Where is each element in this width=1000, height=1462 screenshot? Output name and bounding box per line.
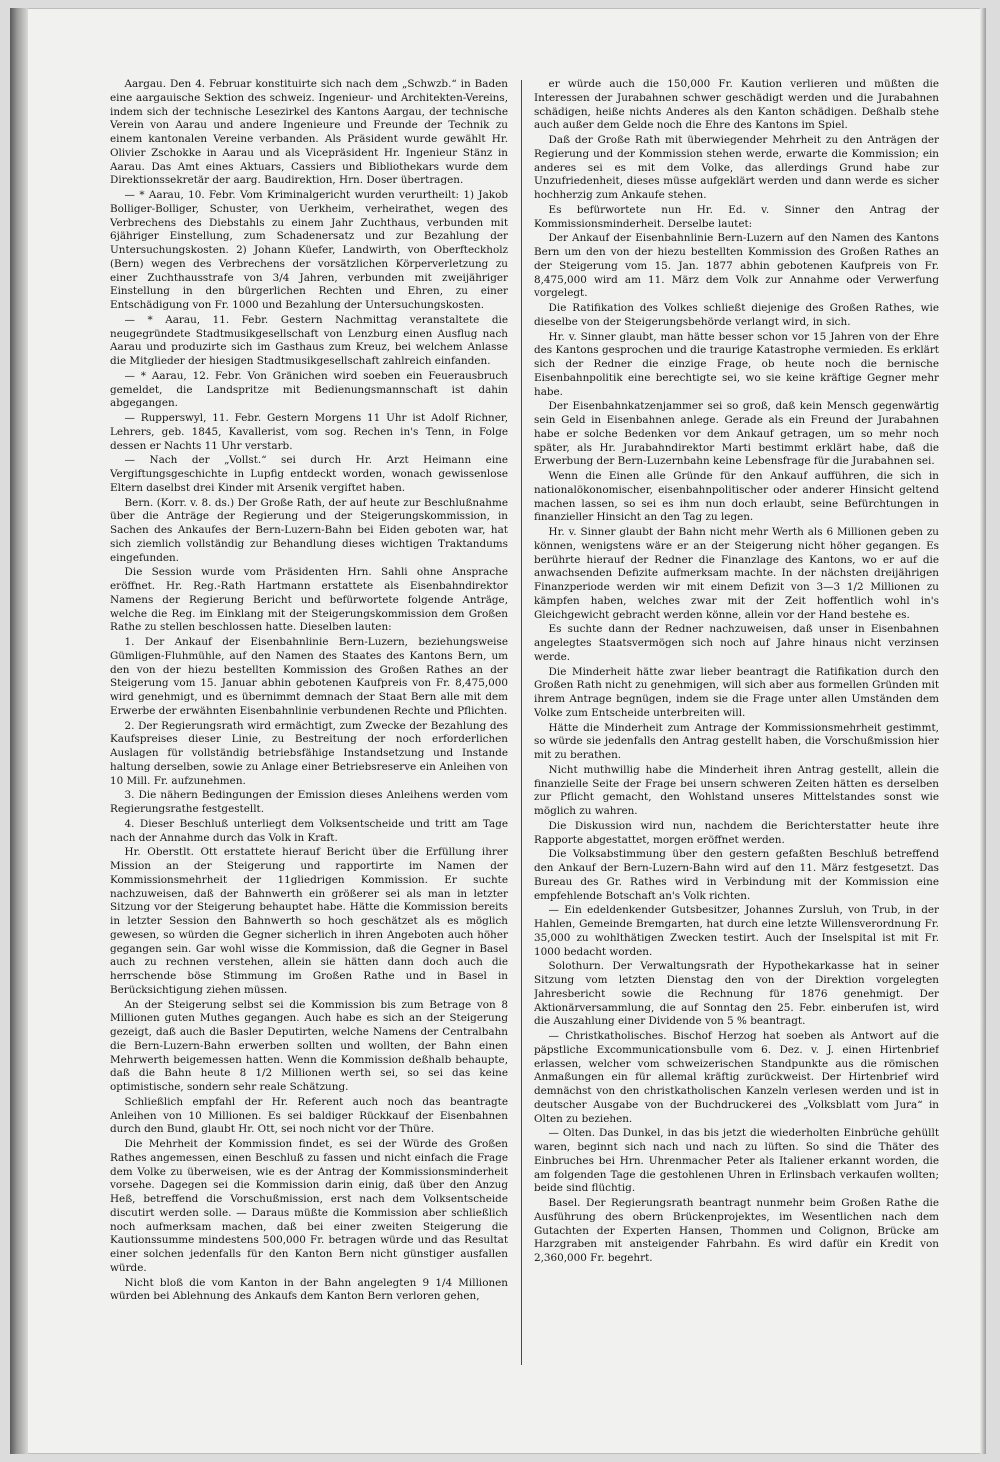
article-zursluh: — Ein edeldenkender Gutsbesitzer, Johannes Zursluh, von Trub, in der Hahlen, Gemeinde Bremgarten, hat durch eine letzte Willensverordnung Fr. 35,000 zu wohlthätigen Zwecken testirt. Auch der Inselspital ist mit Fr. 1000 bedacht worden. — [534, 904, 939, 958]
article-bern-grosser-rath: Bern. (Korr. v. 8. ds.) Der Große Rath, der auf heute zur Beschlußnahme über die Anträge der Regierung und der Steigerungskommission, in Sachen des Ankaufes der Bern-Luzern-Bahn bei Eiden geboten war, hat sich ziemlich vollständig zur Behandlung dieses wichtigen Traktandums eingefunden. — [110, 496, 508, 564]
article-aarau-feuer: — * Aarau, 12. Febr. Von Gränichen wird soeben ein Feuerausbruch gemeldet, die Landspritze mit Bedienungsmannschaft ist dahin abgegangen. — [110, 369, 508, 410]
newspaper-page — [10, 8, 986, 1454]
motion-point-2: 2. Der Regierungsrath wird ermächtigt, zum Zwecke der Bezahlung des Kaufspreises dieser Linie, zu Bestreitung der noch erforderlichen Auslagen für vollständig betriebsfähige Instandsetzung und Instande haltung derselben, sowie zu Anlage einer Betriebsreserve ein Anleihen von 10 Mill. Fr. aufzunehmen. — [110, 719, 508, 787]
article-basel: Basel. Der Regierungsrath beantragt nunmehr beim Großen Rathe die Ausführung des obern Brückenprojektes, im Wesentlichen nach dem Gutachten der Experten Hansen, Thommen und Colignon, Brücke am Harzgraben mit ansteigender Fahrbahn. Es wird dafür ein Kredit von 2,360,000 Fr. begehrt. — [534, 1197, 939, 1264]
page-edge — [980, 8, 986, 1454]
column-divider — [521, 80, 522, 1365]
article-mehrheit: Die Mehrheit der Kommission findet, es sei der Würde des Großen Rathes angemessen, einen Beschluß zu fassen und nicht einfach die Frage dem Volke zu überweisen, wie es der Antrag der Kommissionsminderheit vorsehe. Dagegen sei die Kommission darin einig, daß über den Anzug Heß, betreffend die Vorschußmission, erst nach dem Volksentscheide discutirt werden solle. — Daraus müßte die Kommission aber schließlich noch aufmerksam machen, daß bei einer zweiten Steigerung die Kautionssumme mindestens 500,000 Fr. betragen würde und das Resultat einer solchen jedenfalls für den Kanton Bern nicht günstiger ausfallen würde. — [110, 1138, 508, 1274]
article-rupperswyl: — Rupperswyl, 11. Febr. Gestern Morgens 11 Uhr ist Adolf Richner, Lehrers, geb. 1845, Kavallerist, vom sog. Rechen in's Tenn, in Folge dessen er Nachts 11 Uhr verstarb. — [110, 412, 508, 452]
article-sinner-antrag: Es befürwortete nun Hr. Ed. v. Sinner den Antrag der Kommissionsminderheit. Derselbe lautet: — [534, 203, 939, 230]
right-column — [534, 78, 939, 1368]
article-diskussion: Die Diskussion wird nun, nachdem die Berichterstatter heute ihre Rapporte abgestattet, morgen eröffnet werden. — [534, 819, 939, 846]
motion-point-1: 1. Der Ankauf der Eisenbahnlinie Bern-Luzern, beziehungsweise Gümligen-Fluhmühle, auf den Namen des Staates des Kantons Bern, um den von der hiezu bestellten Kommission des Großen Rathes an der Steigerung vom 15. Januar abhin gebotenen Kaufpreis von Fr. 8,475,000 wird genehmigt, und es übernimmt demnach der Staat Bern alle mit dem Erwerbe der erwähnten Eisenbahnlinie verbundenen Rechte und Pflichten. — [110, 636, 508, 717]
article-anleihen: Schließlich empfahl der Hr. Referent auch noch das beantragte Anleihen von 10 Millionen. Es sei baldiger Rückkauf der Eisenbahnen durch den Bund, glaubt Hr. Ott, sei noch nicht vor der Thüre. — [110, 1095, 508, 1136]
motion-point-3: 3. Die nähern Bedingungen der Emission dieses Anleihens werden vom Regierungsrathe festgestellt. — [110, 789, 508, 815]
article-christkatholisches: — Christkatholisches. Bischof Herzog hat soeben als Antwort auf die päpstliche Excommunicationsbulle vom 6. Dez. v. J. einen Hirtenbrief erlassen, welcher vom schweizerischen Standpunkte aus die römischen Anmaßungen ein für allemal kräftig zurückweist. Der Hirtenbrief wird demnächst von den christkatholischen Kanzeln verlesen werden und ist in deutscher Ausgabe von der Buchdruckerei des „Volksblatt vom Jura“ in Olten zu beziehen. — [534, 1030, 939, 1125]
article-bern-session: Die Session wurde vom Präsidenten Hrn. Sahli ohne Ansprache eröffnet. Hr. Reg.-Rath Hartmann erstattete als Eisenbahndirektor Namens der Regierung Bericht und befürwortete folgende Anträge, welche die Reg. im Einklang mit der Steigerungskommission dem Großen Rathe zu stellen beschlossen hatte. Dieselben lauten: — [110, 566, 508, 634]
article-staatsvermoegen: Es suchte dann der Redner nachzuweisen, daß unser in Eisenbahnen angelegtes Staatsvermögen sich noch auf Jahre hinaus nicht verzinsen werde. — [534, 623, 939, 663]
article-solothurn: Solothurn. Der Verwaltungsrath der Hypothekarkasse hat in seiner Sitzung vom letzten Dienstag den von der Direktion vorgelegten Jahresbericht sowie die Rechnung für 1876 genehmigt. Der Aktionärversammlung, die auf Sonntag den 25. Febr. einberufen ist, wird die Auszahlung einer Dividende von 5 % beantragt. — [534, 960, 939, 1028]
article-minderheit: Die Minderheit hätte zwar lieber beantragt die Ratifikation durch den Großen Rath nicht zu genehmigen, will sich aber aus formellen Gründen mit ihrem Antrage begnügen, indem sie die Frage unter allen Umständen dem Volke zum Entscheide unterbreiten will. — [534, 665, 939, 719]
article-sinner-ehre: Hr. v. Sinner glaubt, man hätte besser schon vor 15 Jahren von der Ehre des Kantons gesprochen und die traurige Katastrophe vermieden. Es erklärt sich der Redner die einzige Frage, ob heute noch die bernische Eisenbahnpolitik eine berechtigte sei, wo sie keine kräftige Gegner mehr habe. — [534, 330, 939, 398]
article-finanzlage: Hr. v. Sinner glaubt der Bahn nicht mehr Werth als 6 Millionen geben zu können, wenigstens wäre er an der Steigerung nicht höher gegangen. Es berührte hierauf der Redner die Finanzlage des Kantons, wo er auf die anwachsenden Defizite aufmerksam machte. In der nächsten dreijährigen Finanzperiode werden wir mit einem Defizit von 3—3 1/2 Millionen zu kämpfen haben, welches zwar mit der Zeit hoffentlich wohl in's Gleichgewicht gebracht werden könne, allein vor der Hand bestehe es. — [534, 526, 939, 621]
article-lupfig: — Nach der „Vollst.“ sei durch Hr. Arzt Heimann eine Vergiftungsgeschichte in Lupfig entdeckt worden, wonach gewissenlose Eltern daselbst drei Kinder mit Arsenik vergiftet haben. — [110, 454, 508, 494]
article-steigerung: An der Steigerung selbst sei die Kommission bis zum Betrage von 8 Millionen guten Muthes gegangen. Auch habe es sich an der Steigerung gezeigt, daß auch die Basler Deputirten, welche Namens der Centralbahn die Bern-Luzern-Bahn erwerben sollten und wollten, der Bahn einen Mehrwerth beigemessen hatten. Wenn die Kommission deßhalb behaupte, daß die Bahn heute 8 1/2 Millionen werth sei, so sei das keine optimistische, sondern sehr reale Schätzung. — [110, 998, 508, 1093]
article-mittelstand: Nicht muthwillig habe die Minderheit ihren Antrag gestellt, allein die finanzielle Seite der Frage bei unsern schweren Zeiten hätten es derselben zur Pflicht gemacht, den Wohlstand unseres Mittelstandes sonst wie möglich zu wahren. — [534, 763, 939, 817]
article-volk: Daß der Große Rath mit überwiegender Mehrheit zu den Anträgen der Regierung und der Kommission stehen werde, erwarte die Kommission; ein anderes sei es mit dem Volke, das allerdings Grund habe zur Unzufriedenheit, dieses müsse aufgeklärt werden und dann werde es sicher hochherzig zum Ankaufe stehen. — [534, 134, 939, 201]
article-ott-bericht: Hr. Oberstlt. Ott erstattete hierauf Bericht über die Erfüllung ihrer Mission an der Steigerung und rapportirte im Namen der Kommissionsmehrheit der 11gliedrigen Kommission. Er suchte nachzuweisen, daß der Bahnwerth ein größerer sei als man in letzter Sitzung vor der Steigerung behauptet habe. Hätte die Kommission bereits in letzter Session den Bahnwerth so hoch geschätzet als es möglich gewesen, so würden die Gegner sicherlich in ihren Angeboten auch höher gegangen sein. Gar wohl wisse die Kommission, daß die Gegner in Basel auch zu rechnen verstehen, allein sie hätten dann doch auch die herrschende böse Stimmung im Großen Rathe und in Basel in Berücksichtigung ziehen müssen. — [110, 846, 508, 996]
page-binding-edge — [10, 8, 28, 1454]
article-kaution: er würde auch die 150,000 Fr. Kaution verlieren und müßten die Interessen der Jurabahnen schwer geschädigt werden und die Jurabahnen schädigen, heiße nichts Anderes als den Kanton schädigen. Deßhalb stehe auch außer dem Gelde noch die Ehre des Kantons im Spiel. — [534, 78, 939, 132]
article-katzenjammer: Der Eisenbahnkatzenjammer sei so groß, daß kein Mensch gegenwärtig sein Geld in Eisenbahnen anlege. Gerade als ein Freund der Jurabahnen habe er solche Bedenken vor dem Ankauf getragen, um so mehr noch später, als Hr. Jurabahndirektor Marti bestimmt erklärt habe, daß die Erwerbung der Bern-Luzernbahn keine Lebensfrage für die Jurabahnen sei. — [534, 400, 939, 468]
motion-point-4: 4. Dieser Beschluß unterliegt dem Volksentscheide und tritt am Tage nach der Annahme durch das Volk in Kraft. — [110, 817, 508, 844]
article-volksabstimmung: Die Volksabstimmung über den gestern gefaßten Beschluß betreffend den Ankauf der Bern-Luzern-Bahn wird auf den 11. März festgesetzt. Das Bureau des Gr. Rathes wird in Verbindung mit der Kommission eine empfehlende Botschaft an's Volk richten. — [534, 848, 939, 902]
minority-motion: Der Ankauf der Eisenbahnlinie Bern-Luzern auf den Namen des Kantons Bern um den von der hiezu bestellten Kommission des Großen Rathes an der Steigerung vom 15. Jan. 1877 abhin gebotenen Kaufpreis von Fr. 8,475,000 wird am 11. März dem Volk zur Annahme oder Verwerfung vorgelegt. — [534, 232, 939, 300]
article-ablehnung: Nicht bloß die vom Kanton in der Bahn angelegten 9 1/4 Millionen würden bei Ablehnung des Ankaufs dem Kanton Bern verloren gehen, — [110, 1276, 508, 1303]
left-column — [110, 78, 508, 1368]
article-gruende: Wenn die Einen alle Gründe für den Ankauf aufführen, die sich in nationalökonomischer, eisenbahnpolitischer oder anderer Hinsicht geltend machen lassen, so sei es ihm nun doch erlaubt, seine Befürchtungen in finanzieller Hinsicht an den Tag zu legen. — [534, 470, 939, 524]
article-aarau-kriminalgericht: — * Aarau, 10. Febr. Vom Kriminalgericht wurden verurtheilt: 1) Jakob Bolliger-Bolliger, Schuster, von Uerkheim, verheirathet, wegen des Verbrechens des Diebstahls zu einem Jahr Zuchthaus, verbunden mit 6jähriger Einstellung, zum Schadenersatz und zur Bezahlung der Untersuchungskosten. 2) Johann Küefer, Landwirth, von Oberfteckholz (Bern) wegen des Verbrechens der vorsätzlichen Körperverletzung zu einer Zuchthausstrafe von 3/4 Jahren, verbunden mit zweijähriger Einstellung in den bürgerlichen Rechten und Ehren, zu einer Entschädigung von Fr. 1000 und Bezahlung der Untersuchungskosten. — [110, 189, 508, 311]
article-vorschussmission: Hätte die Minderheit zum Antrage der Kommissionsmehrheit gestimmt, so würde sie jedenfalls den Antrag gestellt haben, die Vorschußmission hier mit zu berathen. — [534, 721, 939, 761]
article-aargau-ingenieur: Aargau. Den 4. Februar konstituirte sich nach dem „Schwzb.“ in Baden eine aargauische Sektion des schweiz. Ingenieur- und Architekten-Vereins, indem sich der technische Lesezirkel des Kantons Aargau, der technische Verein von Aarau und andere Ingenieure und Freunde der Technik zu einem kantonalen Vereine verbanden. Als Präsident wurde gewählt Hr. Olivier Zschokke in Aarau und als Vicepräsident Hr. Ingenieur Stänz in Aarau. Das Amt eines Aktuars, Cassiers und Bibliothekars wurde dem Direktionssekretär der aarg. Baudirektion, Hrn. Doser übertragen. — [110, 78, 508, 187]
article-aarau-stadtmusik: — * Aarau, 11. Febr. Gestern Nachmittag veranstaltete die neugegründete Stadtmusikgesellschaft von Lenzburg einen Ausflug nach Aarau und produzirte sich im Gasthaus zum Kreuz, bei welchem Anlasse die Mitglieder der hiesigen Stadtmusikgesellschaft zahlreich einfanden. — [110, 313, 508, 367]
article-olten: — Olten. Das Dunkel, in das bis jetzt die wiederholten Einbrüche gehüllt waren, beginnt sich nach und nach zu lüften. So sind die Thäter des Einbruches bei Hrn. Uhrenmacher Peter als Italiener erkannt worden, die am folgenden Tage die gestohlenen Uhren in Erlinsbach verkaufen wollten; beide sind flüchtig. — [534, 1127, 939, 1195]
minority-ratifikation: Die Ratifikation des Volkes schließt diejenige des Großen Rathes, wie dieselbe von der Steigerungsbehörde verlangt wird, in sich. — [534, 302, 939, 328]
